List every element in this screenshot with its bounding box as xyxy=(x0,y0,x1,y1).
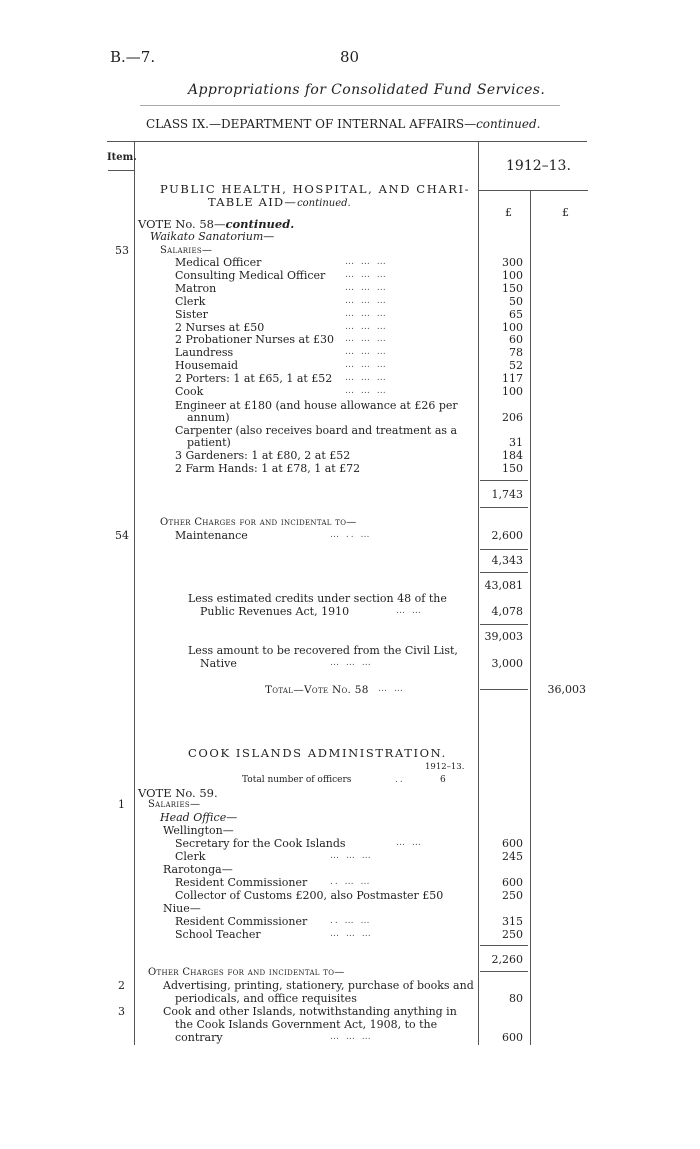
salary-row-label: Sister xyxy=(175,308,208,321)
teacher-amount: 250 xyxy=(502,928,523,941)
salary-row-label: Laundress xyxy=(175,346,234,359)
maintenance-leader: … .. … xyxy=(330,530,372,540)
maintenance-label: Maintenance xyxy=(175,529,248,542)
engineer-line1: Engineer at £180 (and house allowance at £26 per xyxy=(175,399,458,412)
clerk-label: Clerk xyxy=(175,850,206,863)
cook-line2: the Cook Islands Government Act, 1908, to the xyxy=(175,1018,438,1031)
item-column-header: Item. xyxy=(107,152,137,163)
page-title: Appropriations for Consolidated Fund Services. xyxy=(188,82,546,98)
vote-58-total-rule xyxy=(480,689,528,690)
clerk-amount: 245 xyxy=(502,850,523,863)
item-column-divider xyxy=(134,141,135,1045)
officers-leader: .. xyxy=(395,775,405,785)
engineer-amount: 206 xyxy=(502,411,523,424)
salary-row-label: 2 Porters: 1 at £65, 1 at £52 xyxy=(175,372,333,385)
year-header-rule xyxy=(478,190,588,191)
salary-row-leader: … … … xyxy=(345,373,388,383)
farm-hands-amount: 150 xyxy=(502,462,523,475)
officers-label: Total number of officers xyxy=(242,775,352,785)
salary-row-leader: … … … xyxy=(345,386,388,396)
salary-row-leader: … … … xyxy=(345,360,388,370)
page-code: B.—7. xyxy=(110,48,156,66)
item-header-rule xyxy=(108,170,134,171)
salary-row-amount: 300 xyxy=(502,256,523,269)
less2-amount: 3,000 xyxy=(491,657,523,670)
item-53: 53 xyxy=(115,244,129,257)
salary-row-leader: … … … xyxy=(345,257,388,267)
salary-row-label: Housemaid xyxy=(175,359,239,372)
section1-heading-cont: continued. xyxy=(297,198,351,209)
vote-58-line xyxy=(138,218,294,230)
top-rule xyxy=(107,141,587,142)
item-3: 3 xyxy=(118,1005,125,1018)
vote-58-total-amount: 36,003 xyxy=(547,683,586,696)
salary-row-leader: … … … xyxy=(345,347,388,357)
item-2: 2 xyxy=(118,979,125,992)
cook-amount: 600 xyxy=(502,1031,523,1044)
salary-row-leader: … … … xyxy=(345,283,388,293)
institution-label: Waikato Sanatorium— xyxy=(150,230,275,243)
subtotal-rule-top xyxy=(480,549,528,550)
niue-resident-label: Resident Commissioner xyxy=(175,915,308,928)
item-1: 1 xyxy=(118,798,125,811)
gardeners-amount: 184 xyxy=(502,449,523,462)
subtotal-rule-bottom xyxy=(480,572,528,573)
vote-59-label: VOTE No. 59. xyxy=(138,786,218,800)
advert-amount: 80 xyxy=(509,992,523,1005)
cook-line3: contrary xyxy=(175,1031,223,1044)
less1-leader: … … xyxy=(396,606,423,616)
gardeners-label: 3 Gardeners: 1 at £80, 2 at £52 xyxy=(175,449,351,462)
salary-row-leader: … … … xyxy=(345,334,388,344)
year-column-header: 1912–13. xyxy=(506,158,571,174)
class-title: CLASS IX.—DEPARTMENT OF INTERNAL AFFAIRS— xyxy=(146,117,477,131)
salary-row-amount: 52 xyxy=(509,359,523,372)
less1-amount: 4,078 xyxy=(491,605,523,618)
section1-heading-line1: PUBLIC HEALTH, HOSPITAL, AND CHARI- xyxy=(160,182,471,196)
secretary-label: Secretary for the Cook Islands xyxy=(175,837,346,850)
clerk-leader: … … … xyxy=(330,851,373,861)
class-continued: continued. xyxy=(476,117,541,131)
section2-year: 1912–13. xyxy=(425,762,465,772)
salary-row-amount: 117 xyxy=(502,372,523,385)
page-number: 80 xyxy=(340,48,360,66)
net1-amount: 39,003 xyxy=(484,630,523,643)
class-line xyxy=(146,117,540,131)
pound-header-1: £ xyxy=(505,206,512,219)
less2-line1: Less amount to be recovered from the Civil List, xyxy=(188,644,458,657)
salary-row-label: Matron xyxy=(175,282,217,295)
secretary-leader: … … xyxy=(396,838,423,848)
niue-resident-leader: .. … … xyxy=(330,916,372,926)
amount-column-divider-2 xyxy=(530,190,531,1045)
wellington-label: Wellington— xyxy=(163,824,234,837)
salary-row-amount: 65 xyxy=(509,308,523,321)
salaries-58-total: 1,743 xyxy=(491,488,523,501)
header-rule xyxy=(140,105,560,106)
vote-58-total-leader: … … xyxy=(378,684,405,694)
less2-line2: Native xyxy=(200,657,237,670)
net1-rule xyxy=(480,624,528,625)
salaries-label-2: Salaries— xyxy=(148,799,201,810)
salaries-label-1: Salaries— xyxy=(160,245,213,256)
salary-row-amount: 78 xyxy=(509,346,523,359)
salaries-58-rule-bottom xyxy=(480,507,528,508)
section2-heading: COOK ISLANDS ADMINISTRATION. xyxy=(188,746,447,760)
resident-amount: 600 xyxy=(502,876,523,889)
salary-row-label: 2 Nurses at £50 xyxy=(175,321,265,334)
less1-line1: Less estimated credits under section 48 of the xyxy=(188,592,447,605)
vote-58-label: VOTE No. 58— xyxy=(138,217,226,231)
less1-line2: Public Revenues Act, 1910 xyxy=(200,605,350,618)
maintenance-amount: 2,600 xyxy=(491,529,523,542)
carpenter-amount: 31 xyxy=(509,436,523,449)
salary-row-label: Cook xyxy=(175,385,204,398)
niue-label: Niue— xyxy=(163,902,201,915)
advert-line2: periodicals, and office requisites xyxy=(175,992,357,1005)
teacher-label: School Teacher xyxy=(175,928,261,941)
other-charges-59: Other Charges for and incidental to— xyxy=(148,967,345,978)
carpenter-line1: Carpenter (also receives board and treatment as a xyxy=(175,424,458,437)
resident-leader: .. … … xyxy=(330,877,372,887)
less2-leader: … … … xyxy=(330,658,373,668)
salaries-59-rule-top xyxy=(480,945,528,946)
salary-row-amount: 100 xyxy=(502,269,523,282)
teacher-leader: … … … xyxy=(330,929,373,939)
salary-row-leader: … … … xyxy=(345,270,388,280)
salary-row-label: Medical Officer xyxy=(175,256,262,269)
item-54: 54 xyxy=(115,529,129,542)
salary-row-label: 2 Probationer Nurses at £30 xyxy=(175,333,335,346)
collector-label: Collector of Customs £200, also Postmaster £50 xyxy=(175,889,444,902)
vote-58-cont: continued. xyxy=(225,217,295,231)
salary-row-leader: … … … xyxy=(345,296,388,306)
salary-row-amount: 150 xyxy=(502,282,523,295)
salary-row-amount: 50 xyxy=(509,295,523,308)
salary-row-amount: 100 xyxy=(502,321,523,334)
gross-amount: 43,081 xyxy=(484,579,523,592)
subtotal-amount: 4,343 xyxy=(491,554,523,567)
section1-heading-line2 xyxy=(208,195,351,209)
secretary-amount: 600 xyxy=(502,837,523,850)
salary-row-amount: 60 xyxy=(509,333,523,346)
head-office-label: Head Office— xyxy=(160,811,238,824)
farm-hands-label: 2 Farm Hands: 1 at £78, 1 at £72 xyxy=(175,462,361,475)
salary-row-label: Consulting Medical Officer xyxy=(175,269,326,282)
cook-leader: … … … xyxy=(330,1032,373,1042)
resident-label: Resident Commissioner xyxy=(175,876,308,889)
section1-heading-text: TABLE AID— xyxy=(208,195,298,209)
collector-amount: 250 xyxy=(502,889,523,902)
vote-58-total-label: Total—Vote No. 58 xyxy=(265,684,369,696)
niue-resident-amount: 315 xyxy=(502,915,523,928)
engineer-line2: annum) xyxy=(187,411,230,424)
pound-header-2: £ xyxy=(562,206,569,219)
officers-count: 6 xyxy=(440,775,446,785)
advert-line1: Advertising, printing, stationery, purchase of books and xyxy=(163,979,474,992)
salaries-59-total: 2,260 xyxy=(491,953,523,966)
salary-row-leader: … … … xyxy=(345,322,388,332)
rarotonga-label: Rarotonga— xyxy=(163,863,233,876)
other-charges-58: Other Charges for and incidental to— xyxy=(160,517,357,528)
salary-row-label: Clerk xyxy=(175,295,206,308)
salary-row-leader: … … … xyxy=(345,309,388,319)
salary-row-amount: 100 xyxy=(502,385,523,398)
cook-line1: Cook and other Islands, notwithstanding anything in xyxy=(163,1005,457,1018)
carpenter-line2: patient) xyxy=(187,436,231,449)
salaries-58-rule-top xyxy=(480,480,528,481)
salaries-59-rule-bottom xyxy=(480,971,528,972)
